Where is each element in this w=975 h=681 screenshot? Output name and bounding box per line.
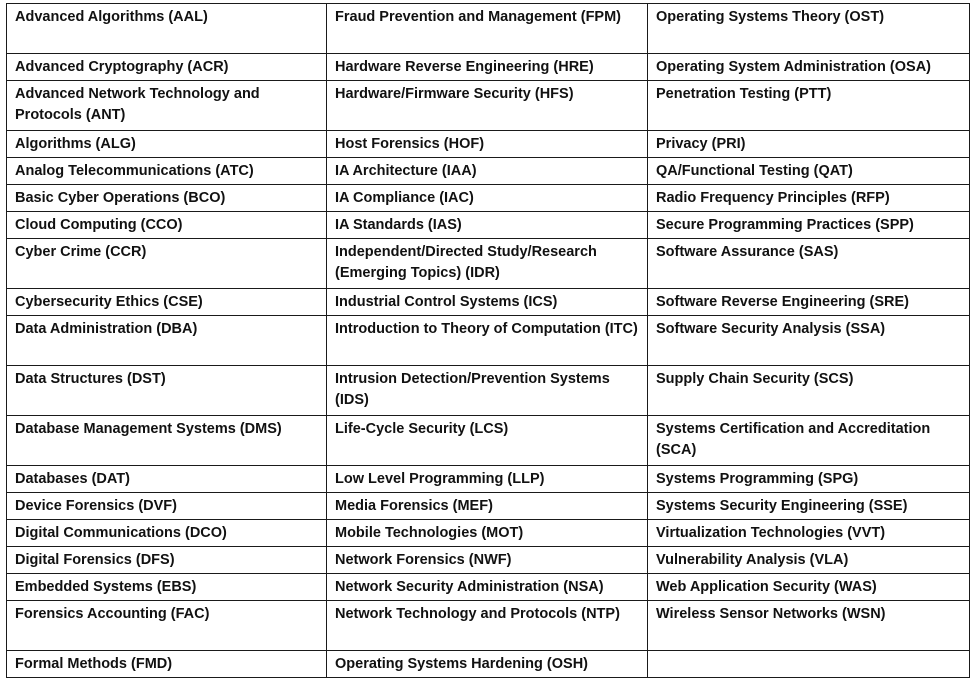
table-cell: Systems Security Engineering (SSE)	[648, 493, 970, 520]
table-cell: Media Forensics (MEF)	[327, 493, 648, 520]
table-cell: Advanced Algorithms (AAL)	[7, 4, 327, 54]
table-cell: Virtualization Technologies (VVT)	[648, 520, 970, 547]
table-row	[7, 520, 970, 547]
table-row	[7, 416, 970, 466]
table-cell: Intrusion Detection/Prevention Systems (IDS)	[327, 366, 648, 416]
table-cell: Data Structures (DST)	[7, 366, 327, 416]
table-body	[7, 4, 970, 678]
table-cell: Vulnerability Analysis (VLA)	[648, 547, 970, 574]
table-cell: Wireless Sensor Networks (WSN)	[648, 601, 970, 651]
table-cell: Supply Chain Security (SCS)	[648, 366, 970, 416]
table-row	[7, 366, 970, 416]
table-cell: Network Forensics (NWF)	[327, 547, 648, 574]
table-row	[7, 131, 970, 158]
table-cell: Network Technology and Protocols (NTP)	[327, 601, 648, 651]
table-cell: Cloud Computing (CCO)	[7, 212, 327, 239]
table-cell: Data Administration (DBA)	[7, 316, 327, 366]
table-cell: Cyber Crime (CCR)	[7, 239, 327, 289]
table-cell: Analog Telecommunications (ATC)	[7, 158, 327, 185]
table-cell: Low Level Programming (LLP)	[327, 466, 648, 493]
table-cell: Mobile Technologies (MOT)	[327, 520, 648, 547]
table-cell: Embedded Systems (EBS)	[7, 574, 327, 601]
table-cell: Operating System Administration (OSA)	[648, 54, 970, 81]
table-cell: Radio Frequency Principles (RFP)	[648, 185, 970, 212]
table-row	[7, 547, 970, 574]
table-cell: Hardware Reverse Engineering (HRE)	[327, 54, 648, 81]
table-row	[7, 289, 970, 316]
table-cell: Software Security Analysis (SSA)	[648, 316, 970, 366]
knowledge-units-table	[6, 3, 970, 678]
table-cell: QA/Functional Testing (QAT)	[648, 158, 970, 185]
table-cell: Databases (DAT)	[7, 466, 327, 493]
table-cell: Formal Methods (FMD)	[7, 651, 327, 678]
table-row	[7, 466, 970, 493]
table-cell: Secure Programming Practices (SPP)	[648, 212, 970, 239]
table-row	[7, 601, 970, 651]
table-cell: Operating Systems Hardening (OSH)	[327, 651, 648, 678]
table-cell: Device Forensics (DVF)	[7, 493, 327, 520]
table-cell: Advanced Network Technology and Protocols (ANT)	[7, 81, 327, 131]
empty-cell	[648, 651, 970, 678]
table-row	[7, 316, 970, 366]
table-cell: Introduction to Theory of Computation (ITC)	[327, 316, 648, 366]
table-cell: Independent/Directed Study/Research (Emerging Topics) (IDR)	[327, 239, 648, 289]
table-row	[7, 651, 970, 678]
table-cell: Software Reverse Engineering (SRE)	[648, 289, 970, 316]
table-row	[7, 4, 970, 54]
table-row	[7, 185, 970, 212]
knowledge-units-table-container	[6, 3, 969, 677]
table-cell: Digital Forensics (DFS)	[7, 547, 327, 574]
table-cell: Fraud Prevention and Management (FPM)	[327, 4, 648, 54]
table-cell: Operating Systems Theory (OST)	[648, 4, 970, 54]
table-row	[7, 212, 970, 239]
table-cell: Life-Cycle Security (LCS)	[327, 416, 648, 466]
table-row	[7, 158, 970, 185]
table-cell: Cybersecurity Ethics (CSE)	[7, 289, 327, 316]
table-row	[7, 493, 970, 520]
table-cell: IA Standards (IAS)	[327, 212, 648, 239]
table-cell: Advanced Cryptography (ACR)	[7, 54, 327, 81]
table-cell: Privacy (PRI)	[648, 131, 970, 158]
table-cell: Web Application Security (WAS)	[648, 574, 970, 601]
table-row	[7, 574, 970, 601]
table-cell: Digital Communications (DCO)	[7, 520, 327, 547]
table-cell: Basic Cyber Operations (BCO)	[7, 185, 327, 212]
table-cell: IA Architecture (IAA)	[327, 158, 648, 185]
table-cell: Algorithms (ALG)	[7, 131, 327, 158]
table-cell: Software Assurance (SAS)	[648, 239, 970, 289]
table-cell: Database Management Systems (DMS)	[7, 416, 327, 466]
table-cell: Hardware/Firmware Security (HFS)	[327, 81, 648, 131]
table-cell: Forensics Accounting (FAC)	[7, 601, 327, 651]
table-cell: Industrial Control Systems (ICS)	[327, 289, 648, 316]
table-row	[7, 54, 970, 81]
table-row	[7, 81, 970, 131]
table-cell: Network Security Administration (NSA)	[327, 574, 648, 601]
table-row	[7, 239, 970, 289]
table-cell: Penetration Testing (PTT)	[648, 81, 970, 131]
table-cell: Host Forensics (HOF)	[327, 131, 648, 158]
table-cell: Systems Certification and Accreditation (SCA)	[648, 416, 970, 466]
table-cell: IA Compliance (IAC)	[327, 185, 648, 212]
table-cell: Systems Programming (SPG)	[648, 466, 970, 493]
